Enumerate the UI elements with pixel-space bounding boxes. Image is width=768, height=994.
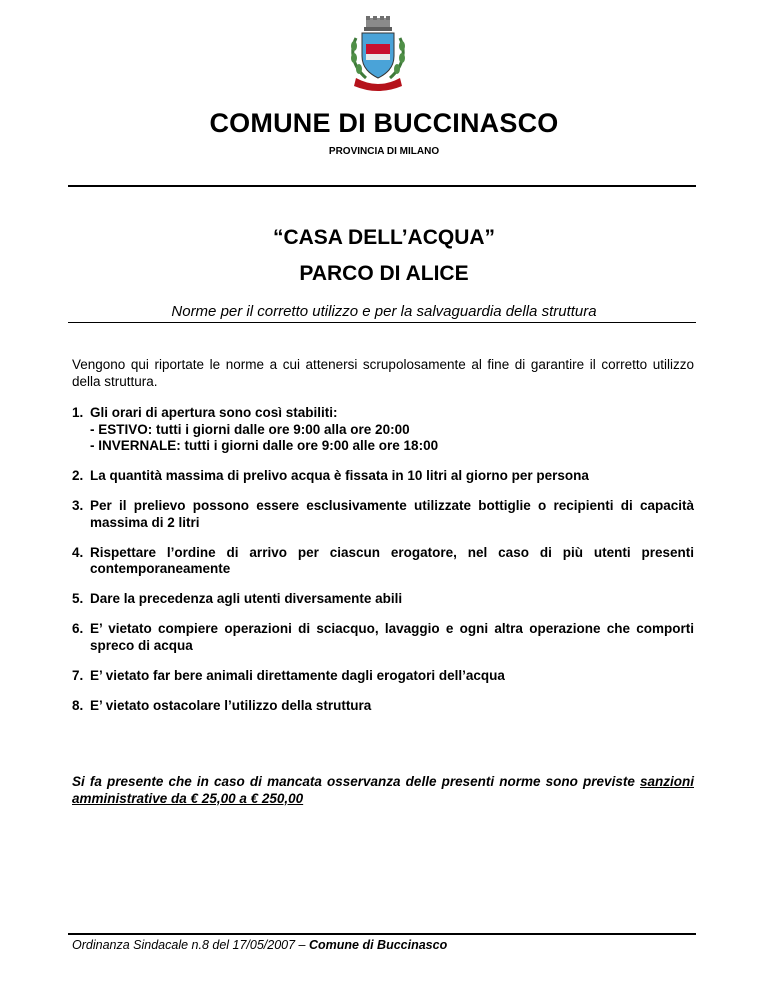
rule-number: 3. [72, 498, 84, 513]
issuer-name: Comune di Buccinasco [308, 938, 448, 952]
sanctions-notice-text: Si fa presente che in caso di mancata osservanza delle presenti norme sono previste [72, 774, 640, 789]
rule-number: 8. [72, 697, 84, 713]
rule-text: Rispettare l’ordine di arrivo per ciascun erogatore, nel caso di più utenti presenti contemporaneamente [90, 544, 694, 576]
rule-item [72, 591, 694, 608]
rule-text: Dare la precedenza agli utenti diversamente abili [90, 591, 403, 606]
footer-divider [68, 933, 696, 935]
document-location: PARCO DI ALICE [299, 262, 469, 285]
rules-list [72, 405, 694, 728]
rule-text: Per il prelievo possono essere esclusivamente utilizzate bottiglie o recipienti di capacità massima di 2 litri [90, 498, 694, 530]
rule-item [72, 668, 694, 685]
rule-item [72, 545, 694, 578]
rule-number: 1. [72, 405, 84, 420]
rule-text: La quantità massima di prelivo acqua è fissata in 10 litri al giorno per persona [90, 468, 589, 483]
rule-item [72, 468, 694, 485]
rule-item [72, 405, 694, 455]
rule-number: 2. [72, 468, 84, 483]
rule-number: 4. [72, 544, 84, 560]
rule-text: E’ vietato ostacolare l’utilizzo della struttura [90, 697, 372, 713]
intro-paragraph: Vengono qui riportate le norme a cui attenersi scrupolosamente al fine di garantire il corretto utilizzo della struttura. [72, 357, 694, 389]
rule-item [72, 698, 694, 715]
ordinance-reference: Ordinanza Sindacale n.8 del 17/05/2007 – [72, 938, 309, 952]
rule-number: 5. [72, 591, 84, 606]
rule-number: 7. [72, 667, 84, 683]
rule-item [72, 498, 694, 531]
sanctions-notice [72, 774, 694, 807]
subtitle-divider [68, 322, 696, 323]
rule-text-summer-hours: - ESTIVO: tutti i giorni dalle ore 9:00 alla ore 20:00 [90, 421, 410, 437]
footer [72, 938, 447, 952]
rule-number: 6. [72, 621, 84, 636]
sanctions-amount: sanzioni amministrative da € 25,00 a € 250,00 [72, 774, 694, 806]
rule-item [72, 621, 694, 654]
rule-text: E’ vietato compiere operazioni di sciacquo, lavaggio e ogni altra operazione che comporti spreco di acqua [90, 621, 694, 653]
rule-text-winter-hours: - INVERNALE: tutti i giorni dalle ore 9:00 alle ore 18:00 [90, 438, 439, 453]
municipality-name: COMUNE DI BUCCINASCO [209, 108, 559, 138]
document-title: “CASA DELL’ACQUA” [272, 226, 496, 249]
document-subtitle: Norme per il corretto utilizzo e per la salvaguardia della struttura [171, 303, 597, 320]
rule-text: E’ vietato far bere animali direttamente dagli erogatori dell’acqua [90, 667, 505, 683]
header-divider [68, 185, 696, 187]
province-name: PROVINCIA DI MILANO [328, 146, 440, 157]
rule-text: Gli orari di apertura sono così stabiliti: [90, 405, 338, 420]
municipal-coat-of-arms-icon [342, 16, 414, 92]
